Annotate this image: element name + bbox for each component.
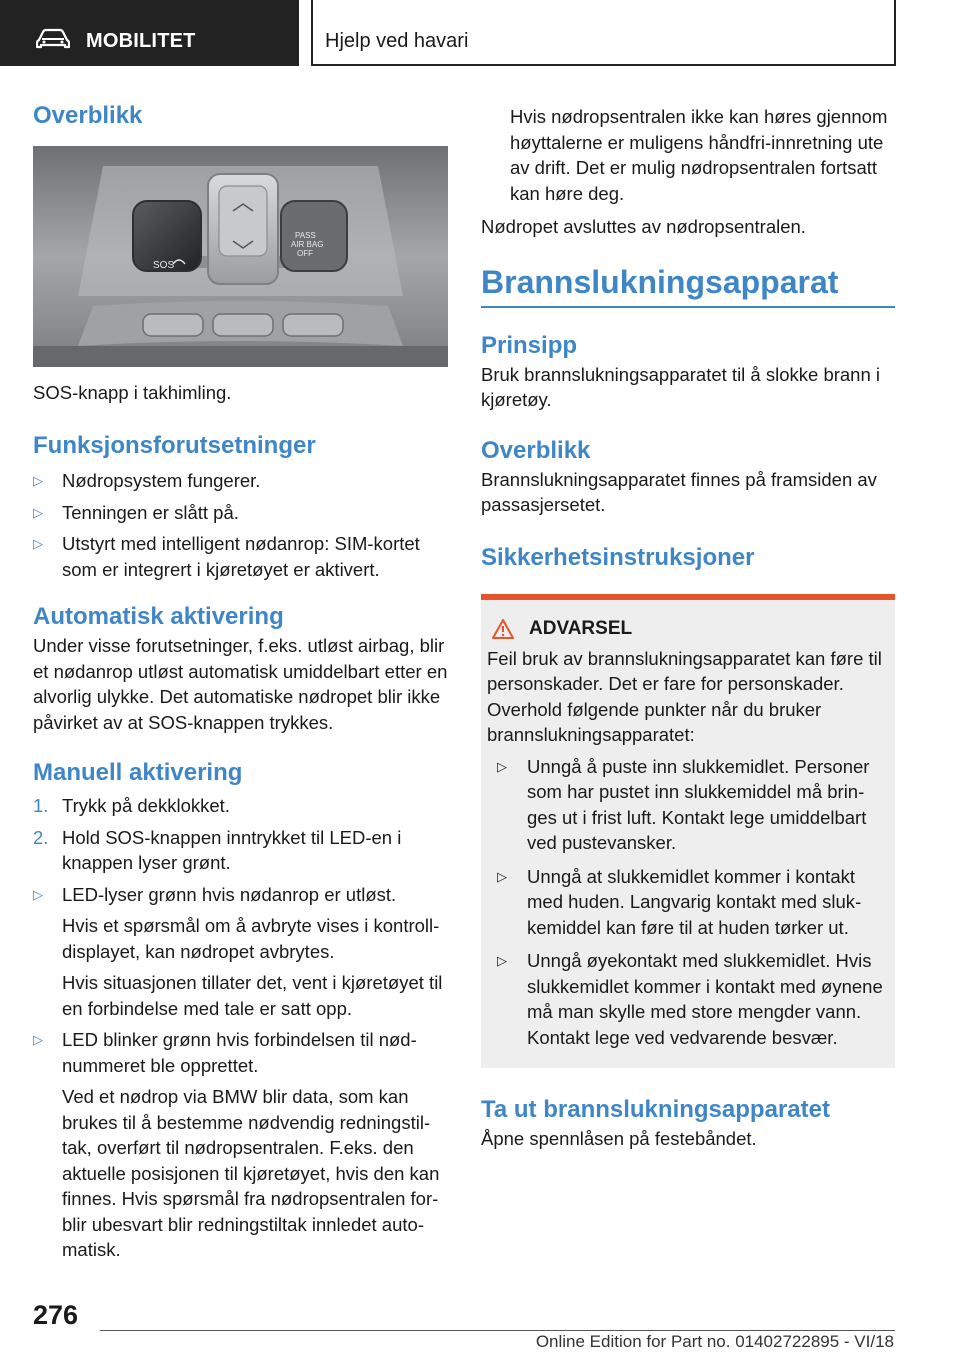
bullet-arrow-icon: ▷ [497,758,507,774]
list-item: ▷ LED-lyser grønn hvis nødanrop er utløst. Hvis et spørsmål om å avbryte vises i kontrolldisplayet, kan nødropet avbrytes. Hvis situasjonen tillater det, vent i kjøretøyet til en forbindelse med tale er satt opp. [33,883,443,1019]
continued-text: Hvis nødropsentralen ikke kan høres gjennom høyttalerne er muligens håndfri-innretning ute av drift. Det er mulig nødropsentralen fortsatt kan høre deg. [510,106,888,204]
list-item: ▷ Unngå øyekontakt med slukkemidlet. Hvis slukkemidlet kommer i kontakt med øynene må man skylle med store mengder vann. Kontakt lege ved vedvarende besvær. [497,950,883,1048]
page-header [0,0,960,66]
overview-heading: Overblikk [33,102,143,129]
conditions-list [33,468,448,582]
car-icon [36,28,70,50]
list-item: ▷ LED blinker grønn hvis forbindelsen til nødnummeret ble opprettet. Ved et nødrop via BMW blir data, som kan brukes til å bestemme nødvendig redningstiltak, overført til nødropsentralen. F.eks. den aktuelle posisjonen til kjøretøyet, hvis den kan finnes. Hvis spørsmål fra nødropsentralen forblir ubesvart blir redningstiltak innledet automatisk. [33,1029,440,1260]
overview-heading-right: Overblikk [481,436,591,464]
photo-caption: SOS-knapp i takhimling. [33,382,232,403]
bullet-arrow-icon: ▷ [33,473,43,488]
remove-heading: Ta ut brannslukningsapparatet [481,1096,830,1123]
warning-triangle-icon [491,618,515,640]
remove-text: Åpne spennlåsen på festebåndet. [481,1128,757,1149]
bullet-arrow-icon: ▷ [33,504,43,520]
auto-activation-heading: Automatisk aktivering [33,603,284,630]
warning-header [487,618,887,640]
section-label: MOBILITET [86,30,196,52]
end-text: Nødropet avsluttes av nødropsentralen. [481,216,806,237]
page-number: 276 [33,1300,79,1330]
list-item: 2. Hold SOS-knappen inntrykket til LED-en i knappen lyser grønt. [33,826,402,873]
airbag-label-3: OFF [297,249,313,258]
step-number: 2. [33,826,49,848]
step-number: 1. [33,795,49,816]
airbag-label-2: AIR BAG [291,240,324,249]
sos-label: SOS [153,260,175,271]
list-item: ▷ Unngå å puste inn slukkemidlet. Personer som har pustet inn slukkemiddel må bringes ut i frist luft. Kontakt lege umiddelbart ved pustevansker. [497,755,870,853]
sos-console-illustration [33,146,448,367]
bullet-arrow-icon: ▷ [497,953,507,968]
list-item: 1. Trykk på dekklokket. [33,793,448,819]
airbag-label-1: PASS [295,231,316,240]
bullet-arrow-icon: ▷ [33,1032,43,1047]
footer-rule [100,1330,895,1331]
manual-steps-list [33,793,448,1263]
sos-button-photo [33,146,448,367]
safety-heading: Sikkerhetsinstruksjoner [481,543,755,571]
left-column [33,100,448,1263]
main-heading: Brannslukningsapparat [481,263,839,300]
principle-heading: Prinsipp [481,331,578,359]
bullet-arrow-icon: ▷ [497,868,507,884]
list-item: ▷ Nødropsystem fungerer. [33,468,448,494]
list-item: ▷ Unngå at slukkemidlet kommer i kontakt med huden. Langvarig kontakt med slukkemiddel kan føre til at huden tørker ut. [497,865,862,938]
warning-list [487,754,887,1051]
auto-activation-text: Under visse forutsetninger, f.eks. utløst airbag, blir et nødanrop utløst automatisk umiddelbart etter en alvorlig ulykke. Det automatiske nødropet blir ikke påvirket av at SOS-knappen trykkes. [33,635,448,733]
warning-title: ADVARSEL [529,617,633,639]
overview-text: Brannslukningsapparatet finnes på framsiden av passasjersetet. [481,468,877,515]
right-column [481,100,895,1152]
list-item: ▷ Utstyrt med intelligent nødanrop: SIM-kortet som er integrert i kjøretøyet er aktivert. [33,533,420,580]
main-heading-block [481,262,895,308]
bullet-arrow-icon: ▷ [33,886,43,902]
manual-activation-heading: Manuell aktivering [33,759,243,786]
conditions-heading: Funksjonsforutsetninger [33,432,316,459]
warning-text: Feil bruk av brannslukningsapparatet kan føre til personskader. Det er fare for personskader. Overhold følgende punkter når du bruker brannslukningsapparatet: [487,647,882,745]
list-item: ▷ Tenningen er slått på. [33,500,448,526]
principle-text: Bruk brannslukningsapparatet til å slokke brann i kjøretøy. [481,363,881,410]
bullet-arrow-icon: ▷ [33,536,43,551]
edition-text: Online Edition for Part no. 01402722895 - VI/18 [535,1332,894,1351]
warning-box [481,594,895,1069]
chapter-label: Hjelp ved havari [325,30,469,52]
